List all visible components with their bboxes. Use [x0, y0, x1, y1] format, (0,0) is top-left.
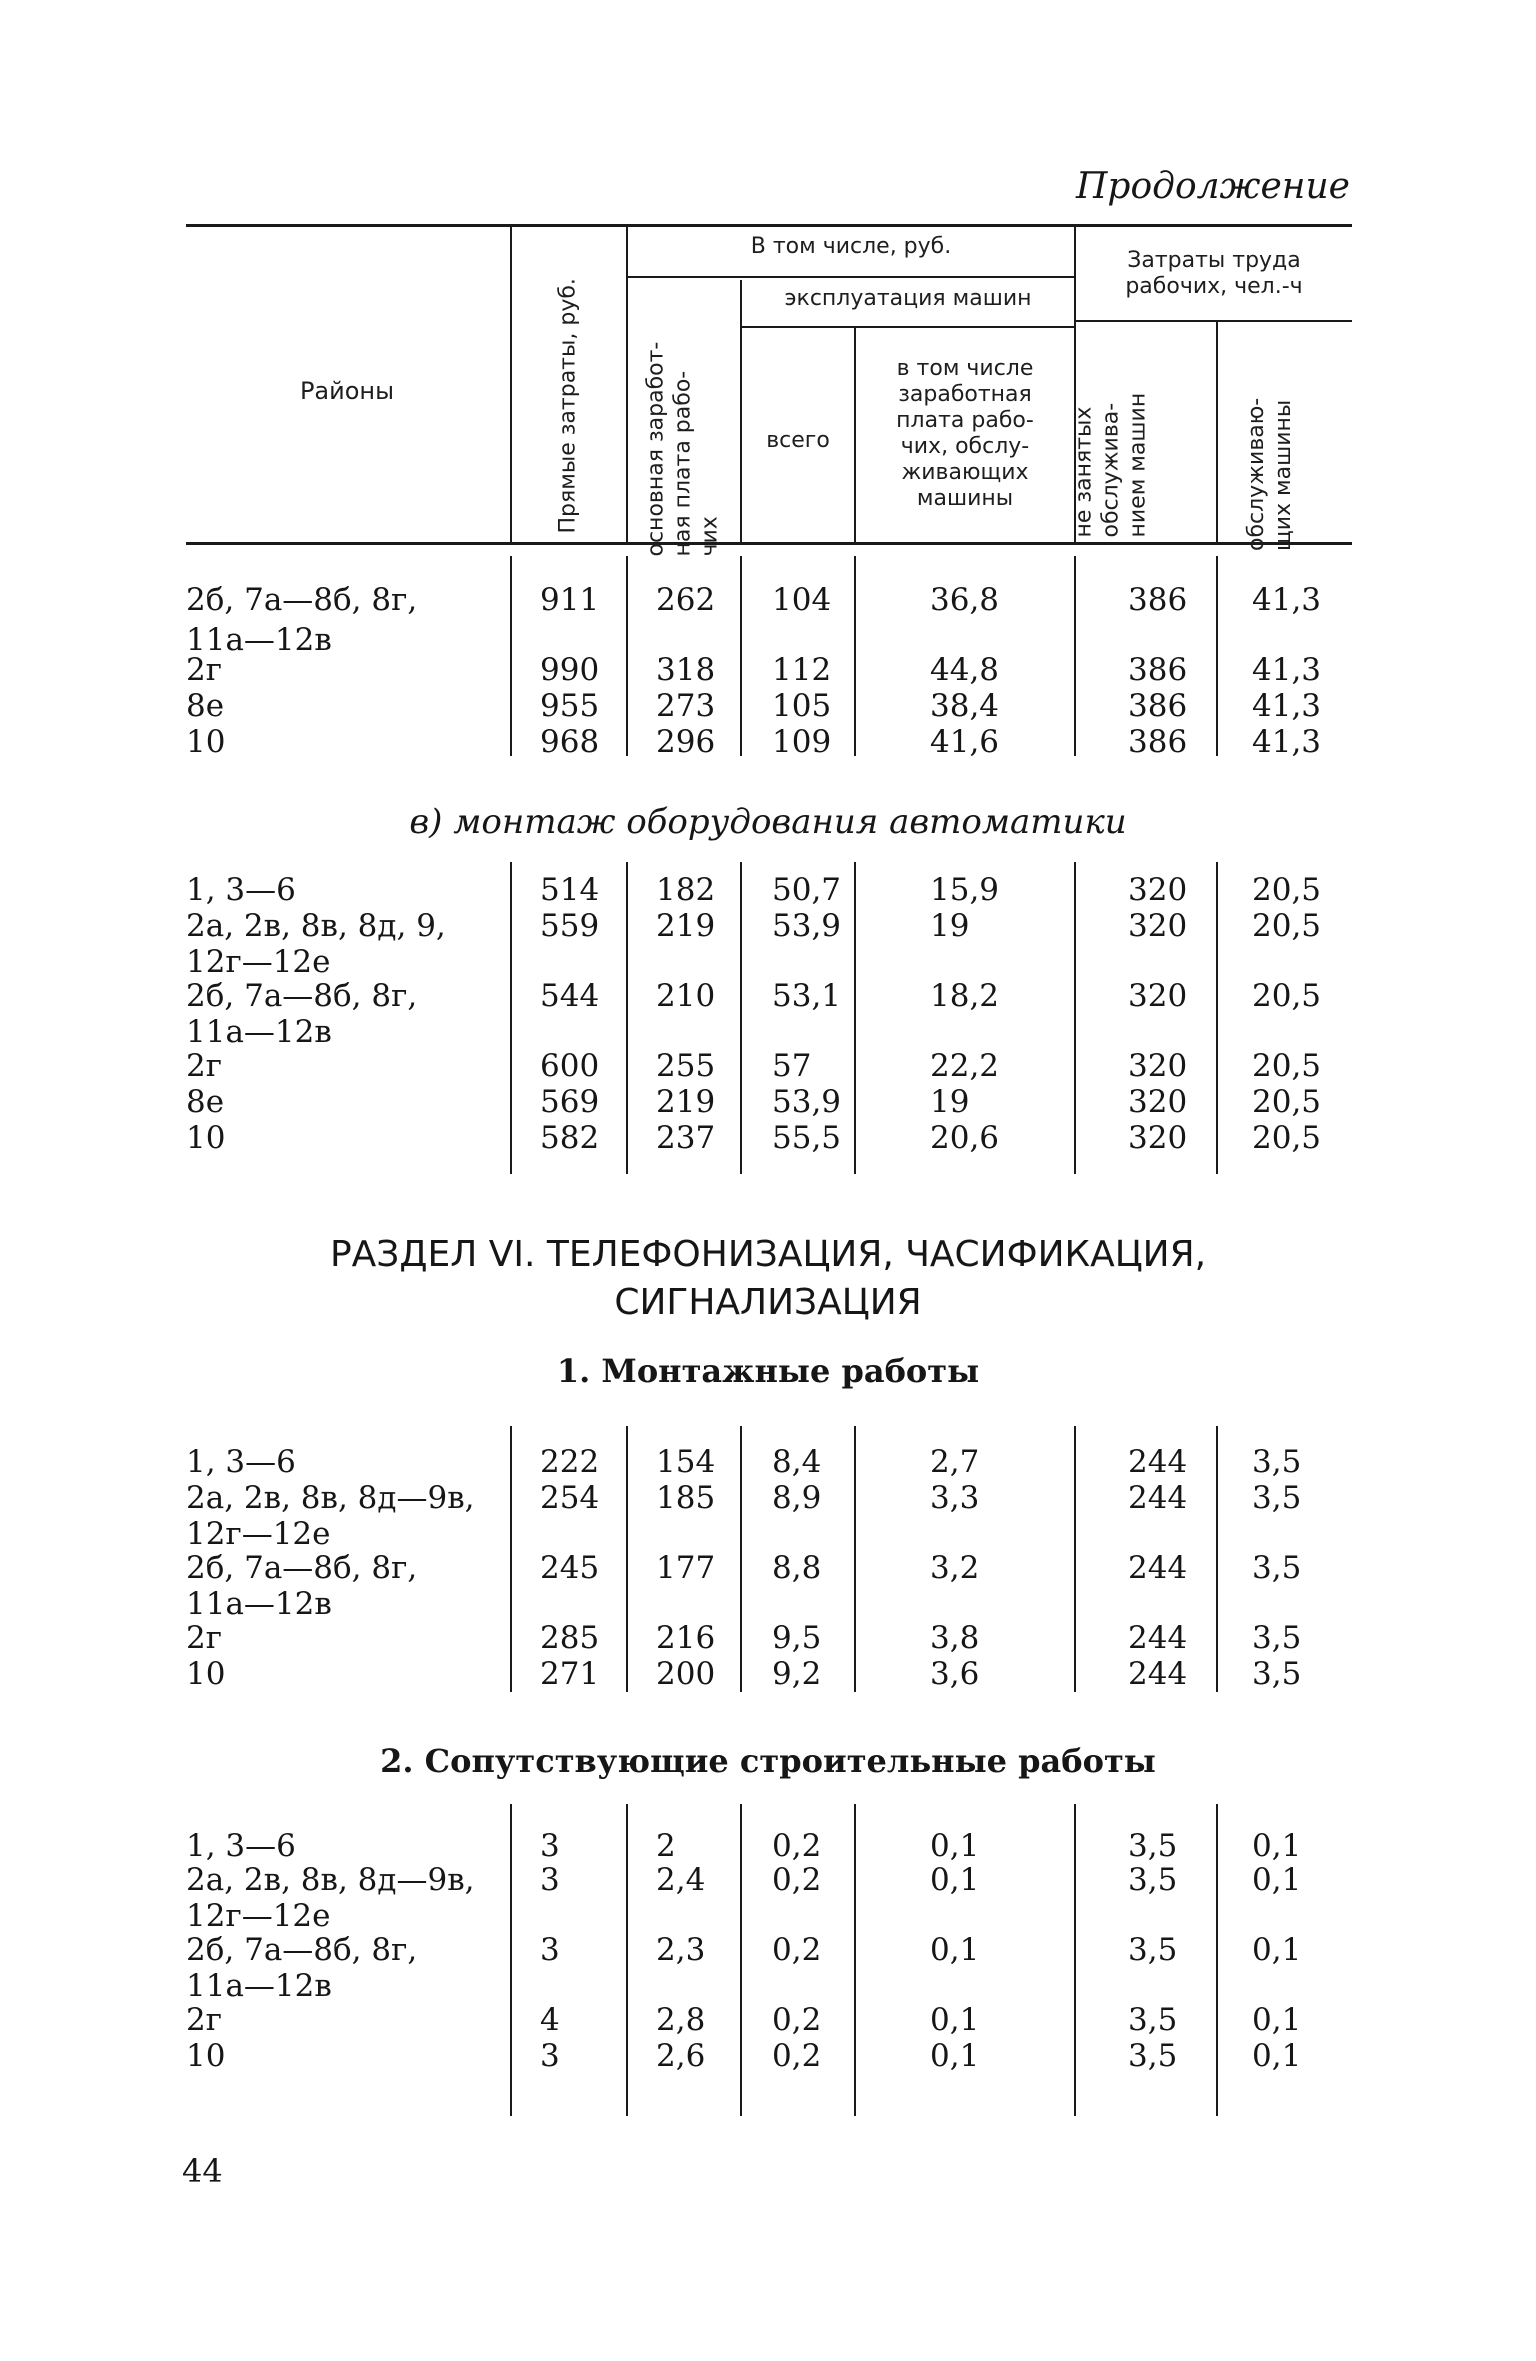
region-label: 2г: [186, 1620, 222, 1656]
value-machine-total: 105: [772, 688, 832, 724]
value-labor-not-machine: 244: [1128, 1444, 1188, 1480]
value-labor-not-machine: 320: [1128, 872, 1188, 908]
value-machine-wage: 38,4: [930, 688, 1000, 724]
value-direct: 3: [540, 2038, 560, 2074]
header-base-wage: основная заработ- ная плата рабо- чих: [643, 341, 723, 557]
value-machine-total: 112: [772, 652, 832, 688]
value-labor-not-machine: 3,5: [1128, 2038, 1178, 2074]
header-regions: Районы: [299, 377, 395, 405]
region-label: 8е: [186, 688, 225, 724]
value-wage: 216: [656, 1620, 716, 1656]
header-machine-servicing: обслуживаю- щих машины: [1244, 397, 1296, 551]
value-labor-not-machine: 244: [1128, 1480, 1188, 1516]
value-machine-wage: 0,1: [930, 1862, 980, 1898]
value-direct: 911: [540, 582, 600, 618]
value-direct: 245: [540, 1550, 600, 1586]
value-machine-total: 53,9: [772, 908, 842, 944]
value-direct: 222: [540, 1444, 600, 1480]
header-including: В том числе, руб.: [750, 234, 952, 259]
value-labor-machine: 3,5: [1252, 1444, 1302, 1480]
value-labor-machine: 0,1: [1252, 2038, 1302, 2074]
value-direct: 559: [540, 908, 600, 944]
value-machine-wage: 0,1: [930, 2038, 980, 2074]
table-row: [0, 2038, 1536, 2074]
header-machine-wage-line: машины: [916, 486, 1014, 511]
header-divider: [740, 280, 742, 542]
value-labor-machine: 3,5: [1252, 1550, 1302, 1586]
table-row-continuation: [0, 1586, 1536, 1622]
table-row-continuation: [0, 1516, 1536, 1552]
value-labor-machine: 41,3: [1252, 652, 1322, 688]
value-machine-wage: 0,1: [930, 1932, 980, 1968]
value-direct: 968: [540, 724, 600, 760]
header-total: всего: [766, 428, 830, 453]
region-label: 10: [186, 724, 226, 760]
value-wage: 219: [656, 908, 716, 944]
value-direct: 582: [540, 1120, 600, 1156]
header-not-machine: не занятых обслужива- нием машин: [1071, 392, 1151, 538]
value-labor-not-machine: 386: [1128, 582, 1188, 618]
value-labor-not-machine: 320: [1128, 1120, 1188, 1156]
value-machine-total: 9,5: [772, 1620, 822, 1656]
value-labor-machine: 20,5: [1252, 1120, 1322, 1156]
value-wage: 2,3: [656, 1932, 706, 1968]
subheading-installation: 1. Монтажные работы: [556, 1352, 980, 1390]
value-machine-total: 8,8: [772, 1550, 822, 1586]
value-labor-not-machine: 3,5: [1128, 2002, 1178, 2038]
value-wage: 2,6: [656, 2038, 706, 2074]
value-labor-machine: 3,5: [1252, 1480, 1302, 1516]
value-direct: 600: [540, 1048, 600, 1084]
header-direct-costs: Прямые затраты, руб.: [555, 278, 581, 534]
value-wage: 219: [656, 1084, 716, 1120]
header-divider: [626, 226, 628, 542]
value-machine-total: 53,9: [772, 1084, 842, 1120]
table-row-continuation: [0, 1898, 1536, 1934]
value-direct: 990: [540, 652, 600, 688]
region-label: 12г—12е: [186, 1898, 331, 1934]
table-row-continuation: [0, 1968, 1536, 2004]
value-labor-machine: 41,3: [1252, 688, 1322, 724]
value-machine-wage: 36,8: [930, 582, 1000, 618]
table-row: [0, 1084, 1536, 1120]
value-wage: 185: [656, 1480, 716, 1516]
value-labor-not-machine: 386: [1128, 724, 1188, 760]
table-row: [0, 872, 1536, 908]
table-row: [0, 1620, 1536, 1656]
value-machine-wage: 2,7: [930, 1444, 980, 1480]
table-row: [0, 1656, 1536, 1692]
table-row: [0, 1444, 1536, 1480]
value-labor-not-machine: 244: [1128, 1656, 1188, 1692]
value-direct: 514: [540, 872, 600, 908]
value-machine-wage: 3,6: [930, 1656, 980, 1692]
value-labor-machine: 20,5: [1252, 1048, 1322, 1084]
value-labor-machine: 0,1: [1252, 1862, 1302, 1898]
region-label: 12г—12е: [186, 944, 331, 980]
region-label: 2а, 2в, 8в, 8д—9в,: [186, 1862, 475, 1898]
region-label: 1, 3—6: [186, 1828, 296, 1864]
table-row: [0, 1862, 1536, 1898]
table-row: [0, 2002, 1536, 2038]
region-label: 2а, 2в, 8в, 8д—9в,: [186, 1480, 475, 1516]
table-row: [0, 582, 1536, 618]
value-machine-total: 8,4: [772, 1444, 822, 1480]
value-machine-wage: 15,9: [930, 872, 1000, 908]
continuation-label: Продолжение: [1076, 166, 1350, 207]
region-label: 10: [186, 1656, 226, 1692]
page-number: 44: [182, 2152, 223, 2190]
value-wage: 177: [656, 1550, 716, 1586]
region-label: 11а—12в: [186, 622, 332, 658]
value-wage: 296: [656, 724, 716, 760]
region-label: 2г: [186, 1048, 222, 1084]
subheading-construction: 2. Сопутствующие строительные работы: [380, 1742, 1156, 1780]
value-labor-machine: 41,3: [1252, 582, 1322, 618]
table-row: [0, 724, 1536, 760]
value-wage: 273: [656, 688, 716, 724]
region-label: 2б, 7а—8б, 8г,: [186, 1550, 418, 1586]
table-row: [0, 1550, 1536, 1586]
value-wage: 2,4: [656, 1862, 706, 1898]
region-label: 10: [186, 2038, 226, 2074]
value-machine-total: 53,1: [772, 978, 842, 1014]
region-label: 1, 3—6: [186, 872, 296, 908]
value-wage: 200: [656, 1656, 716, 1692]
value-labor-not-machine: 244: [1128, 1550, 1188, 1586]
value-wage: 318: [656, 652, 716, 688]
region-label: 2а, 2в, 8в, 8д, 9,: [186, 908, 446, 944]
value-machine-wage: 22,2: [930, 1048, 1000, 1084]
table-row: [0, 1120, 1536, 1156]
header-labor-line: Затраты труда: [1127, 248, 1301, 273]
header-machine-operation: эксплуатация машин: [784, 286, 1032, 311]
region-label: 2б, 7а—8б, 8г,: [186, 978, 418, 1014]
value-labor-not-machine: 386: [1128, 652, 1188, 688]
region-label: 11а—12в: [186, 1014, 332, 1050]
region-label: 8е: [186, 1084, 225, 1120]
value-labor-not-machine: 320: [1128, 1048, 1188, 1084]
value-machine-total: 104: [772, 582, 832, 618]
value-labor-machine: 41,3: [1252, 724, 1322, 760]
table-row: [0, 688, 1536, 724]
value-machine-total: 9,2: [772, 1656, 822, 1692]
value-direct: 3: [540, 1932, 560, 1968]
value-wage: 210: [656, 978, 716, 1014]
value-wage: 154: [656, 1444, 716, 1480]
region-label: 1, 3—6: [186, 1444, 296, 1480]
header-divider: [1216, 322, 1218, 542]
value-machine-wage: 44,8: [930, 652, 1000, 688]
value-direct: 955: [540, 688, 600, 724]
value-wage: 2,8: [656, 2002, 706, 2038]
value-wage: 255: [656, 1048, 716, 1084]
value-labor-machine: 0,1: [1252, 1828, 1302, 1864]
value-machine-total: 0,2: [772, 2038, 822, 2074]
value-machine-wage: 41,6: [930, 724, 1000, 760]
value-labor-not-machine: 386: [1128, 688, 1188, 724]
section-title-line2: СИГНАЛИЗАЦИЯ: [614, 1282, 922, 1323]
value-machine-total: 0,2: [772, 2002, 822, 2038]
value-labor-not-machine: 320: [1128, 978, 1188, 1014]
header-rule: [742, 326, 1074, 328]
value-direct: 3: [540, 1828, 560, 1864]
value-direct: 285: [540, 1620, 600, 1656]
value-labor-not-machine: 3,5: [1128, 1862, 1178, 1898]
value-direct: 544: [540, 978, 600, 1014]
value-machine-total: 50,7: [772, 872, 842, 908]
value-machine-total: 8,9: [772, 1480, 822, 1516]
header-labor: [1076, 248, 1352, 300]
header-rule: [1076, 320, 1352, 322]
header-divider: [510, 226, 512, 542]
region-label: 12г—12е: [186, 1516, 331, 1552]
value-direct: 254: [540, 1480, 600, 1516]
value-direct: 4: [540, 2002, 560, 2038]
region-label: 11а—12в: [186, 1586, 332, 1622]
value-labor-machine: 20,5: [1252, 978, 1322, 1014]
value-wage: 237: [656, 1120, 716, 1156]
value-labor-machine: 20,5: [1252, 908, 1322, 944]
table-row: [0, 908, 1536, 944]
table-row: [0, 1932, 1536, 1968]
value-direct: 3: [540, 1862, 560, 1898]
table-row-continuation: [0, 1014, 1536, 1050]
value-machine-total: 55,5: [772, 1120, 842, 1156]
value-labor-not-machine: 320: [1128, 1084, 1188, 1120]
value-direct: 569: [540, 1084, 600, 1120]
value-direct: 271: [540, 1656, 600, 1692]
value-machine-total: 0,2: [772, 1932, 822, 1968]
value-machine-total: 0,2: [772, 1862, 822, 1898]
header-labor-line: рабочих, чел.-ч: [1125, 274, 1303, 299]
header-machine-wage-line: плата рабо-: [896, 408, 1034, 433]
value-machine-total: 57: [772, 1048, 812, 1084]
header-machine-wage-line: заработная: [898, 382, 1032, 407]
value-labor-machine: 3,5: [1252, 1656, 1302, 1692]
header-machine-wage-line: живающих: [901, 460, 1029, 485]
table-row: [0, 978, 1536, 1014]
table-row-continuation: [0, 944, 1536, 980]
header-machine-wage-line: чих, обслу-: [900, 434, 1030, 459]
region-label: 10: [186, 1120, 226, 1156]
region-label: 11а—12в: [186, 1968, 332, 2004]
value-machine-wage: 20,6: [930, 1120, 1000, 1156]
value-labor-not-machine: 3,5: [1128, 1828, 1178, 1864]
value-machine-wage: 19: [930, 1084, 970, 1120]
value-wage: 2: [656, 1828, 676, 1864]
region-label: 2г: [186, 652, 222, 688]
region-label: 2г: [186, 2002, 222, 2038]
header-machine-wage-line: в том числе: [896, 356, 1034, 381]
value-machine-wage: 19: [930, 908, 970, 944]
header-top-rule: [186, 224, 1352, 227]
value-machine-wage: 18,2: [930, 978, 1000, 1014]
value-labor-machine: 20,5: [1252, 872, 1322, 908]
value-machine-wage: 0,1: [930, 2002, 980, 2038]
section-title-line1: РАЗДЕЛ VI. ТЕЛЕФОНИЗАЦИЯ, ЧАСИФИКАЦИЯ,: [329, 1234, 1207, 1275]
value-machine-wage: 3,2: [930, 1550, 980, 1586]
region-label: 2б, 7а—8б, 8г,: [186, 1932, 418, 1968]
value-labor-not-machine: 320: [1128, 908, 1188, 944]
value-machine-wage: 3,3: [930, 1480, 980, 1516]
table-row: [0, 652, 1536, 688]
value-labor-not-machine: 244: [1128, 1620, 1188, 1656]
value-labor-machine: 0,1: [1252, 1932, 1302, 1968]
table-row: [0, 1480, 1536, 1516]
value-machine-total: 109: [772, 724, 832, 760]
subtitle-automation: в) монтаж оборудования автоматики: [409, 802, 1127, 842]
header-bottom-rule: [186, 542, 1352, 545]
value-labor-machine: 0,1: [1252, 2002, 1302, 2038]
table-row: [0, 1828, 1536, 1864]
value-labor-not-machine: 3,5: [1128, 1932, 1178, 1968]
region-label: 2б, 7а—8б, 8г,: [186, 582, 418, 618]
value-machine-wage: 0,1: [930, 1828, 980, 1864]
table-row: [0, 1048, 1536, 1084]
value-machine-total: 0,2: [772, 1828, 822, 1864]
value-labor-machine: 3,5: [1252, 1620, 1302, 1656]
value-machine-wage: 3,8: [930, 1620, 980, 1656]
value-labor-machine: 20,5: [1252, 1084, 1322, 1120]
value-wage: 182: [656, 872, 716, 908]
value-wage: 262: [656, 582, 716, 618]
header-machine-wage: [856, 356, 1074, 512]
